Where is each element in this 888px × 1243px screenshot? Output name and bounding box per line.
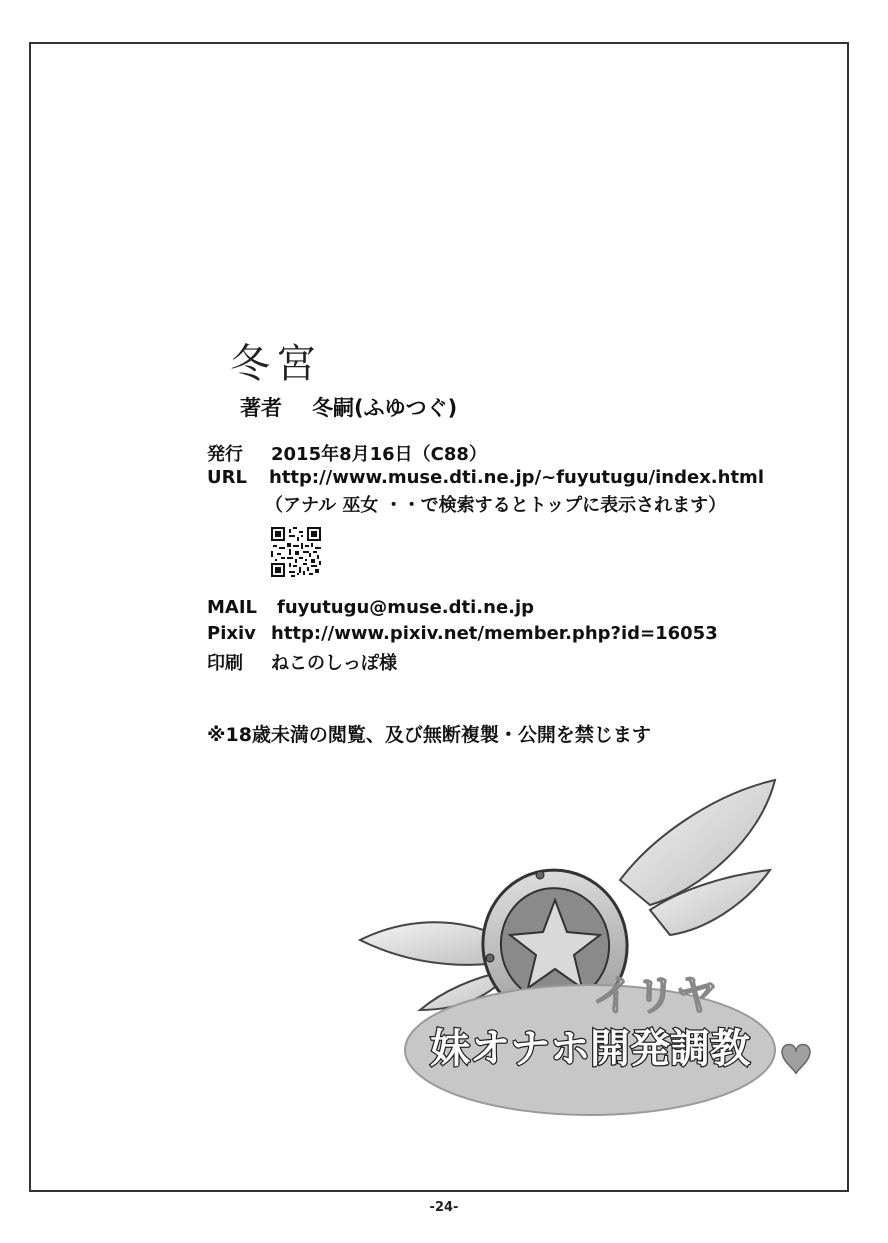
circle-name: 冬宮 xyxy=(230,341,322,387)
heart-icon xyxy=(782,1045,810,1075)
info-label-published: 発行 xyxy=(207,444,243,465)
page-number: -24- xyxy=(429,1200,459,1215)
qr-code xyxy=(271,527,321,577)
author-label: 著者 xyxy=(240,396,282,420)
info-label-printer: 印刷 xyxy=(207,653,243,674)
info-value-mail[interactable]: fuyutugu@muse.dti.ne.jp xyxy=(277,597,535,618)
age-notice: ※18歳未満の閲覧、及び無断複製・公開を禁じます xyxy=(207,724,651,746)
info-row-pixiv xyxy=(207,623,718,644)
author-name: 冬嗣(ふゆつぐ) xyxy=(312,396,458,420)
search-hint: （アナル 巫女 ・・で検索するとトップに表示されます） xyxy=(265,495,727,516)
info-label-pixiv: Pixiv xyxy=(207,623,256,644)
info-label-url: URL xyxy=(207,467,247,488)
logo-line-2: 妹オナホ開発調教 xyxy=(430,1026,750,1072)
info-row-mail xyxy=(207,597,535,618)
info-label-mail: MAIL xyxy=(207,597,258,618)
info-value-published: 2015年8月16日（C88） xyxy=(271,444,487,465)
title-logo-illustration xyxy=(350,770,830,1120)
info-row-published xyxy=(207,440,487,466)
author-line xyxy=(240,392,457,422)
info-value-url[interactable]: http://www.muse.dti.ne.jp/~fuyutugu/index.html xyxy=(269,467,764,488)
logo-line-1: イリヤ xyxy=(592,971,718,1020)
info-row-url xyxy=(207,467,764,488)
info-value-printer: ねこのしっぽ様 xyxy=(271,653,397,674)
info-value-pixiv[interactable]: http://www.pixiv.net/member.php?id=16053 xyxy=(271,623,718,644)
info-row-printer xyxy=(207,649,397,675)
